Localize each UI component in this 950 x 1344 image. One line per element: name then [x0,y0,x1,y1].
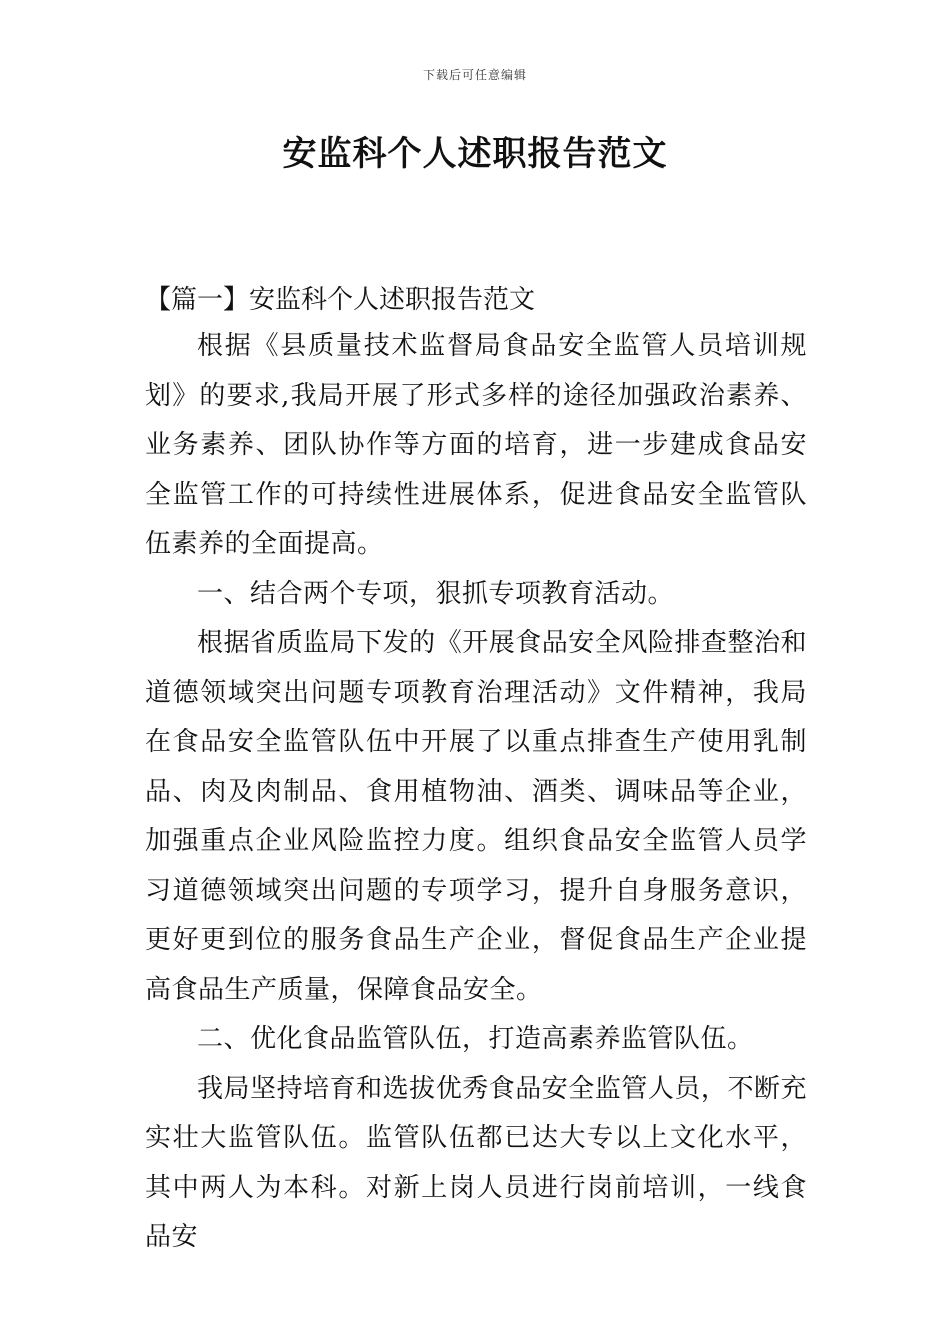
paragraph-point-two-body: 我局坚持培育和选拔优秀食品安全监管人员，不断充实壮大监管队伍。监管队伍都已达大专以上文化水平，其中两人为本科。对新上岗人员进行岗前培训，一线食品安 [145,1073,807,1252]
paragraph-intro: 根据《县质量技术监督局食品安全监管人员培训规划》的要求,我局开展了形式多样的途径加强政治素养、业务素养、团队协作等方面的培育，进一步建成食品安全监管工作的可持续性进展体系，促进食品安全监管队伍素养的全面提高。 [145,331,807,559]
paragraph-point-one-heading: 一、结合两个专项，狠抓专项教育活动。 [197,578,675,609]
paragraph-point-one-body: 根据省质监局下发的《开展食品安全风险排查整治和道德领域突出问题专项教育治理活动》文件精神，我局在食品安全监管队伍中开展了以重点排查生产使用乳制品、肉及肉制品、食用植物油、酒类、调味品等企业，加强重点企业风险监控力度。组织食品安全监管人员学习道德领域突出问题的专项学习，提升自身服务意识，更好更到位的服务食品生产企业，督促食品生产企业提高食品生产质量，保障食品安全。 [145,628,807,1005]
document-body [145,280,807,1263]
paragraph-point-two-heading: 二、优化食品监管队伍，打造高素养监管队伍。 [197,1024,754,1054]
header-note: 下载后可任意编辑 [422,68,527,82]
section-heading: 【篇一】安监科个人述职报告范文 [145,285,536,315]
document-title: 安监科个人述职报告范文 [282,134,668,174]
